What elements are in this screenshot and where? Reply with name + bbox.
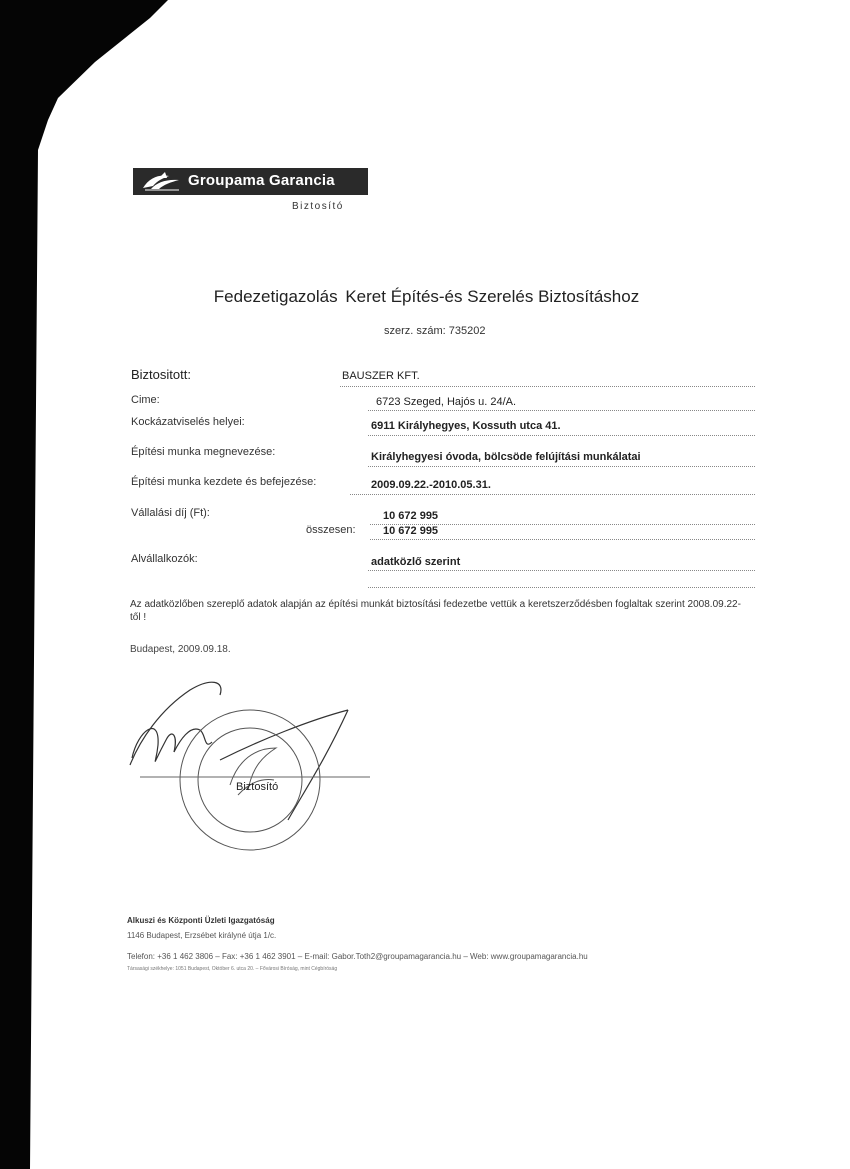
title-part2: Keret Építés-és Szerelés Biztosításhoz — [345, 287, 640, 306]
groupama-logo — [133, 168, 368, 195]
insured-line — [340, 386, 755, 387]
insured-label: Biztositott: — [131, 367, 191, 382]
risk-location-value: 6911 Királyhegyes, Kossuth utca 41. — [371, 420, 561, 432]
bird-logo-icon — [139, 170, 185, 192]
total-value: 10 672 995 — [383, 525, 439, 537]
work-name-value: Királyhegyesi óvoda, bölcsöde felújítási munkálatai — [371, 451, 641, 463]
subcontractors-label: Alvállalkozók: — [131, 553, 198, 565]
fee-value: 10 672 995 — [383, 510, 439, 522]
footer-address: 1146 Budapest, Erzsébet királyné útja 1/c. — [127, 931, 277, 940]
work-period-value: 2009.09.22.-2010.05.31. — [371, 479, 491, 491]
subcontractors-value: adatközlő szerint — [371, 556, 461, 568]
total-line — [370, 539, 755, 540]
footer-registration: Társasági székhelye: 1051 Budapest, Október 6. utca 20. – Fővárosi Bíróság, mint Cégbíróság — [127, 966, 338, 972]
signature-and-stamp — [120, 670, 380, 870]
logo-subtitle: Biztosító — [292, 201, 344, 212]
document-title — [0, 287, 850, 307]
logo-brand-text: Groupama Garancia — [188, 172, 335, 189]
work-period-label: Építési munka kezdete és befejezése: — [131, 476, 317, 488]
handwritten-signature — [130, 682, 348, 820]
fee-label: Vállalási díj (Ft): — [131, 507, 210, 519]
work-name-label: Építési munka megnevezése: — [131, 446, 276, 458]
contract-number: szerz. szám: 735202 — [384, 325, 486, 337]
address-line — [368, 410, 755, 411]
coverage-statement: Az adatközlőben szereplő adatok alapján az építési munkát biztosítási fedezetbe vettük a keretszerződésben foglaltak szerint 2008.09.22-től ! — [130, 599, 741, 623]
risk-location-label: Kockázatviselés helyei: — [131, 416, 245, 428]
address-value: 6723 Szeged, Hajós u. 24/A. — [376, 396, 517, 408]
total-label: összesen: — [306, 524, 356, 536]
footer-contact: Telefon: +36 1 462 3806 – Fax: +36 1 462 3901 – E-mail: Gabor.Toth2@groupamagarancia.hu – Web: www.groupamagarancia.hu — [127, 952, 588, 961]
footer-department: Alkuszi és Központi Üzleti Igazgatóság — [127, 916, 275, 925]
insured-value: BAUSZER KFT. — [342, 370, 420, 382]
signature-label: Biztosító — [236, 781, 279, 793]
subcontractors-line — [368, 570, 755, 571]
title-part1: Fedezetigazolás — [213, 287, 338, 306]
work-name-line — [368, 466, 755, 467]
work-period-line — [350, 494, 755, 495]
subcontractors-line-2 — [368, 587, 755, 588]
risk-location-line — [368, 435, 755, 436]
address-label: Cime: — [131, 394, 160, 406]
place-date: Budapest, 2009.09.18. — [130, 644, 231, 655]
